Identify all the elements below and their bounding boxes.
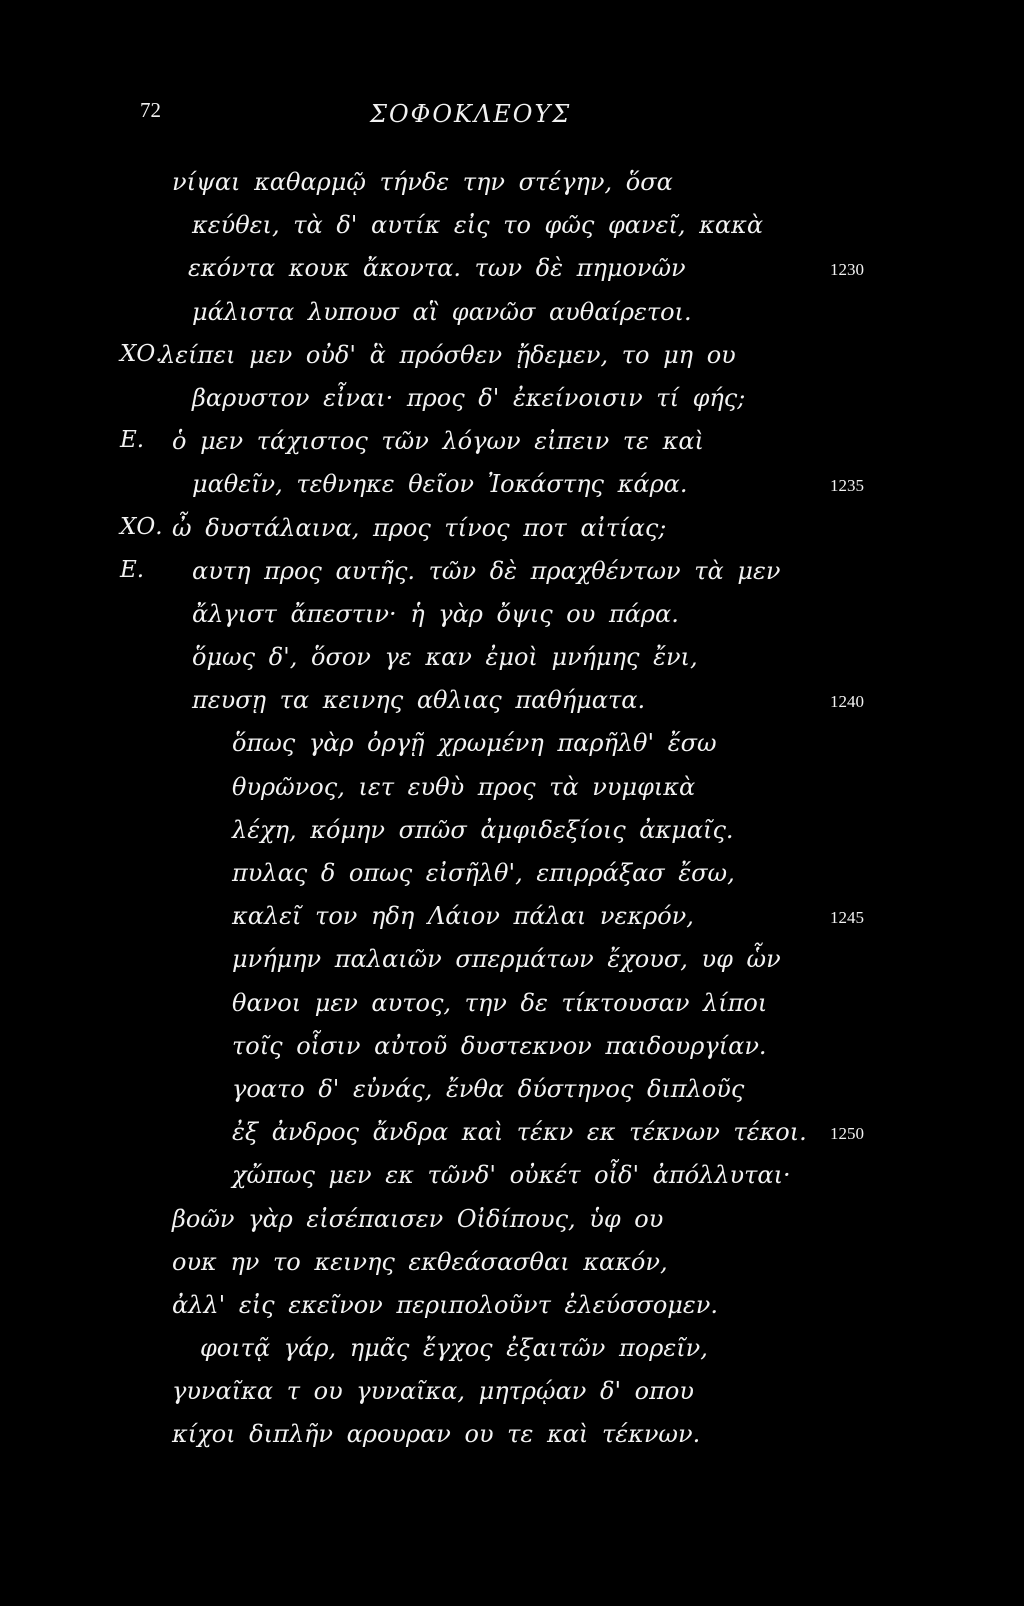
verse-text: τοῖς οἷσιν αὐτοῦ δυστεκνον παιδουργίαν. (232, 1031, 767, 1060)
verse-line (120, 1412, 940, 1455)
verse-text: θυρῶνος, ιετ ευθὺ προς τὰ νυμφικὰ (232, 772, 696, 801)
page-number: 72 (140, 98, 161, 122)
verse-text: ἀλλ' εἰς εκεῖνον περιπολοῦντ ἐλεύσσομεν. (172, 1290, 718, 1319)
speaker-label: ΧΟ. (120, 513, 163, 540)
verse-line (120, 506, 940, 549)
verse-line (120, 1110, 940, 1153)
verse-text: μάλιστα λυπουσ αἳ φανῶσ αυθαίρετοι. (192, 297, 692, 326)
verse-line (120, 462, 940, 505)
verse-line (120, 203, 940, 246)
verse-line (120, 160, 940, 203)
verse-line (120, 1153, 940, 1196)
verse-line (120, 937, 940, 980)
verse-text: φοιτᾷ γάρ, ημᾶς ἔγχος ἐξαιτῶν πορεῖν, (200, 1334, 708, 1363)
verse-line (120, 290, 940, 333)
verse-line (120, 333, 940, 376)
verse-text: νίψαι καθαρμῷ τήνδε την στέγην, ὅσα (172, 168, 673, 196)
line-number: 1240 (830, 692, 864, 712)
verse-text: ὅμως δ', ὅσον γε καν ἐμοὶ μνήμης ἔνι, (192, 643, 698, 672)
verse-line (120, 1326, 940, 1369)
line-number: 1235 (830, 476, 864, 496)
verse-text: μαθεῖν, τεθνηκε θεῖον Ἰοκάστης κάρα. (192, 470, 688, 499)
verse-line (120, 592, 940, 635)
verse-line (120, 1024, 940, 1067)
running-head: ΣΟΦΟΚΛΕΟΥΣ (370, 100, 572, 128)
verse-line (120, 851, 940, 894)
verse-text: γοατο δ' εὐνάς, ἔνθα δύστηνος διπλοῦς (232, 1074, 745, 1103)
line-number: 1230 (830, 260, 864, 280)
verse-text: ἄλγιστ ἄπεστιν· ἡ γὰρ ὄψις ου πάρα. (192, 599, 679, 628)
speaker-label: Ε. (120, 427, 145, 454)
verse-text: εκόντα κουκ ἄκοντα. των δὲ πημονῶν (188, 254, 686, 283)
verse-line (120, 376, 940, 419)
verse-block (120, 160, 940, 1456)
verse-line (120, 1067, 940, 1110)
verse-line (120, 635, 940, 678)
verse-text: ὁ μεν τάχιστος τῶν λόγων εἰπειν τε καὶ (172, 427, 704, 456)
line-number: 1245 (830, 908, 864, 928)
verse-text: πυλας δ οπως εἰσῆλθ', επιρράξασ ἔσω, (232, 859, 735, 887)
verse-text: μνήμην παλαιῶν σπερμάτων ἔχουσ, υφ ὧν (232, 945, 781, 974)
verse-text: κίχοι διπλῆν αρουραν ου τε καὶ τέκνων. (172, 1420, 701, 1449)
verse-text: λείπει μεν οὐδ' ἃ πρόσθεν ᾔδεμεν, το μη ου (160, 340, 736, 369)
verse-line (120, 1369, 940, 1412)
verse-text: γυναῖκα τ ου γυναῖκα, μητρῴαν δ' οπου (172, 1377, 694, 1406)
verse-text: καλεῖ τον ηδη Λάιον πάλαι νεκρόν, (232, 902, 694, 931)
verse-text: αυτη προς αυτῆς. τῶν δὲ πραχθέντων τὰ μεν (192, 556, 781, 585)
verse-text: λέχη, κόμην σπῶσ ἀμφιδεξίοις ἀκμαῖς. (232, 815, 734, 844)
line-number: 1250 (830, 1124, 864, 1144)
verse-line (120, 678, 940, 721)
verse-text: ουκ ην το κεινης εκθεάσασθαι κακόν, (172, 1247, 668, 1276)
verse-line (120, 1283, 940, 1326)
verse-line (120, 981, 940, 1024)
verse-text: ἐξ ἀνδρος ἄνδρα καὶ τέκν εκ τέκνων τέκοι. (232, 1118, 807, 1147)
verse-line (120, 549, 940, 592)
verse-text: θανοι μεν αυτος, την δε τίκτουσαν λίποι (232, 988, 768, 1017)
verse-line (120, 894, 940, 937)
verse-line (120, 765, 940, 808)
verse-line (120, 419, 940, 462)
verse-text: βαρυστον εἶναι· προς δ' ἐκείνοισιν τί φής; (192, 383, 746, 412)
verse-text: κεύθει, τὰ δ' αυτίκ εἰς το φῶς φανεῖ, κακὰ (192, 211, 764, 240)
verse-text: βοῶν γὰρ εἰσέπαισεν Οἰδίπους, ὑφ ου (172, 1204, 664, 1233)
speaker-label: ΧΟ. (120, 340, 163, 367)
verse-text: πευσῃ τα κεινης αθλιας παθήματα. (192, 686, 646, 715)
verse-line (120, 721, 940, 764)
verse-text: χὤπως μεν εκ τῶνδ' οὐκέτ οἶδ' ἀπόλλυται· (232, 1161, 791, 1190)
verse-line (120, 1197, 940, 1240)
verse-line (120, 1240, 940, 1283)
speaker-label: Ε. (120, 556, 145, 583)
verse-text: ὅπως γὰρ ὀργῇ χρωμένη παρῆλθ' ἔσω (232, 729, 717, 758)
verse-text: ὦ δυστάλαινα, προς τίνος ποτ αἰτίας; (172, 513, 667, 542)
verse-line (120, 808, 940, 851)
verse-line (120, 246, 940, 289)
